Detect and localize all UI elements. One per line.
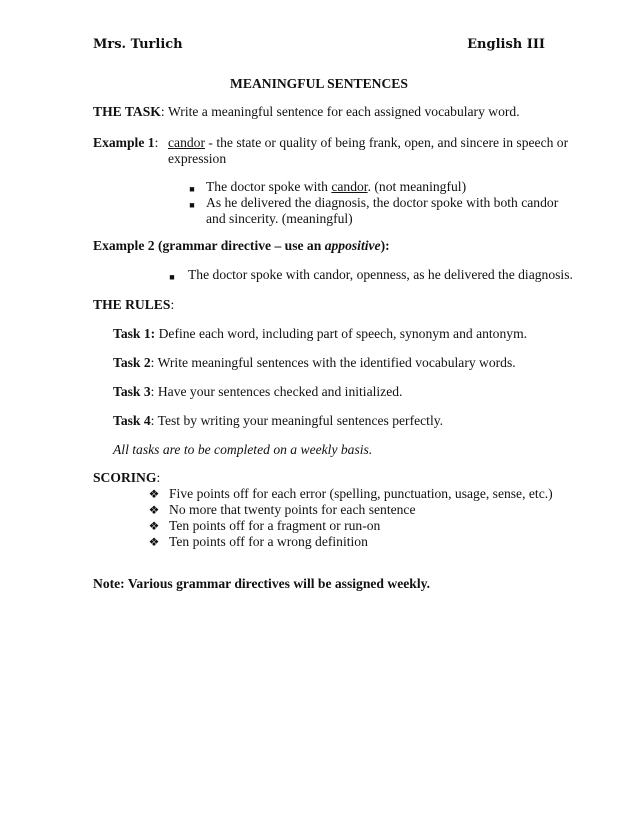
task-1-label: Task 1: — [113, 326, 156, 341]
example1-bullet-2-line1: As he delivered the diagnosis, the doctor spoke with both candor — [206, 195, 559, 210]
example1-bullet-1 — [206, 179, 466, 195]
scoring-heading — [93, 470, 160, 486]
scoring-label: SCORING — [93, 470, 157, 485]
rules-note: All tasks are to be completed on a weekly basis. — [113, 442, 373, 457]
diamond-bullet-icon: ❖ — [148, 519, 160, 533]
scoring-item: Five points off for each error (spelling, punctuation, usage, sense, etc.) — [169, 486, 553, 501]
example2-bullet: The doctor spoke with candor, openness, as he delivered the diagnosis. — [188, 267, 573, 282]
course-name: English III — [467, 37, 545, 52]
task-1 — [113, 326, 527, 342]
definition-text-2: expression — [168, 151, 227, 166]
bullet-text-post: . (not meaningful) — [367, 179, 467, 194]
square-bullet-icon: ■ — [189, 184, 195, 194]
task-4-text: : Test by writing your meaningful sentences perfectly. — [150, 413, 444, 428]
example2-label — [93, 238, 390, 254]
definition-text: - the state or quality of being frank, open, and sincere in speech or — [205, 135, 569, 150]
task-3-text: : Have your sentences checked and initialized. — [150, 384, 403, 399]
task-text: Write a meaningful sentence for each assigned vocabulary word. — [168, 104, 520, 119]
diamond-bullet-icon: ❖ — [148, 535, 160, 549]
scoring-item: Ten points off for a fragment or run-on — [169, 518, 381, 533]
page-title: MEANINGFUL SENTENCES — [230, 76, 408, 91]
task-2 — [113, 355, 516, 371]
scoring-colon: : — [156, 470, 161, 485]
example1-definition-line2 — [168, 151, 226, 167]
closing-note: Note: Various grammar directives will be assigned weekly. — [93, 576, 431, 591]
square-bullet-icon: ■ — [169, 272, 175, 282]
example1-bullet-2-line2: and sincerity. (meaningful) — [206, 211, 353, 226]
example2-label-post: ): — [380, 238, 390, 253]
teacher-name: Mrs. Turlich — [93, 37, 183, 52]
rules-heading — [93, 297, 174, 313]
example1-label-wrap — [93, 135, 158, 151]
diamond-bullet-icon: ❖ — [148, 487, 160, 501]
scoring-item: Ten points off for a wrong definition — [169, 534, 368, 549]
bullet-vocab-word: candor — [331, 179, 368, 194]
vocab-word: candor — [168, 135, 205, 150]
example1-label: Example 1 — [93, 135, 155, 150]
example2-label-pre: Example 2 (grammar directive – use an — [93, 238, 325, 253]
example1-colon: : — [154, 135, 159, 150]
rules-label: THE RULES — [93, 297, 171, 312]
task-section — [93, 104, 165, 120]
diamond-bullet-icon: ❖ — [148, 503, 160, 517]
task-1-text: Define each word, including part of speech, synonym and antonym. — [155, 326, 528, 341]
task-3-label: Task 3 — [113, 384, 151, 399]
task-2-label: Task 2 — [113, 355, 151, 370]
example1-definition-line1 — [168, 135, 568, 151]
rules-colon: : — [170, 297, 175, 312]
example2-label-italic: appositive — [324, 238, 381, 253]
task-2-text: : Write meaningful sentences with the identified vocabulary words. — [150, 355, 516, 370]
task-label: THE TASK — [93, 104, 161, 119]
task-4-label: Task 4 — [113, 413, 151, 428]
bullet-text-pre: The doctor spoke with — [206, 179, 332, 194]
task-colon: : — [160, 104, 165, 119]
task-4 — [113, 413, 443, 429]
square-bullet-icon: ■ — [189, 200, 195, 210]
scoring-item: No more that twenty points for each sentence — [169, 502, 416, 517]
task-3 — [113, 384, 402, 400]
